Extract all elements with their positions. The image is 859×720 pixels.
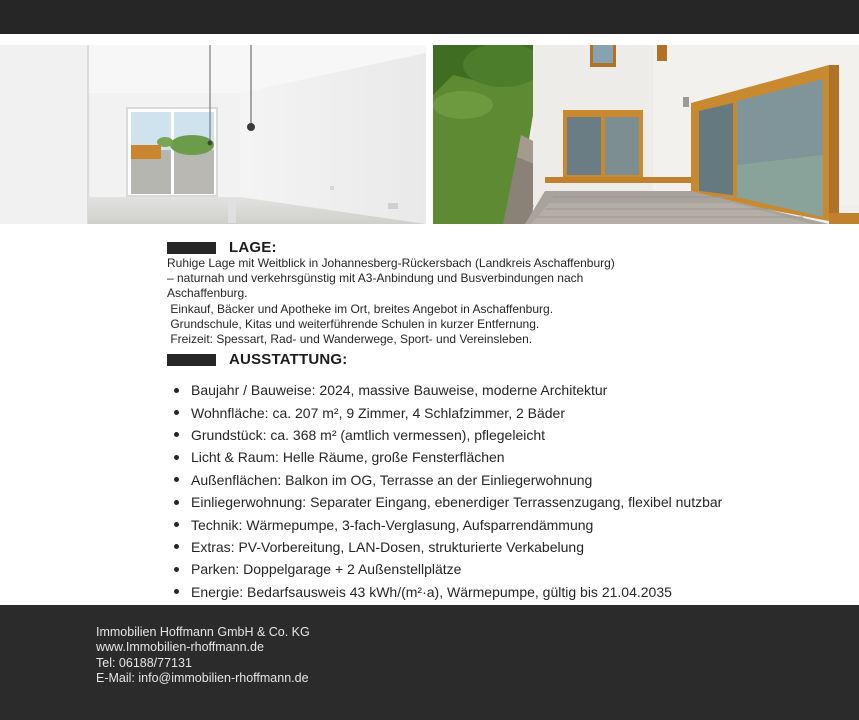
email-link[interactable]: E-Mail: info@immobilien-rhoffmann.de [96,671,309,686]
heading-marker-bar [167,242,216,254]
lage-line: – naturnah und verkehrsgünstig mit A3-Anbindung und Busverbindungen nach [167,271,584,286]
footer [0,605,859,720]
lage-description [167,256,647,347]
bullet-icon [174,477,179,482]
feature-text: Technik: Wärmepumpe, 3-fach-Verglasung, Aufsparrendämmung [191,516,594,533]
phone-number[interactable]: Tel: 06188/77131 [96,655,192,670]
lage-line: Grundschule, Kitas und weiterführende Schulen in kurzer Entfernung. [167,316,540,331]
bullet-icon [174,567,179,572]
bullet-icon [174,455,179,460]
bullet-icon [174,589,179,594]
feature-text: Energie: Bedarfsausweis 43 kWh/(m²·a), Wärmepumpe, gültig bis 21.04.2035 [191,583,672,600]
ausstattung-heading [167,351,348,368]
list-item [174,558,722,580]
feature-text: Licht & Raum: Helle Räume, große Fensterflächen [191,449,505,466]
website-link[interactable]: www.Immobilien-rhoffmann.de [96,640,264,655]
feature-text: Wohnfläche: ca. 207 m², 9 Zimmer, 4 Schlafzimmer, 2 Bäder [191,404,566,421]
list-item [174,469,722,491]
list-item [174,491,722,513]
interior-room-photo [0,45,426,224]
terrace-exterior-photo [433,45,859,224]
bullet-icon [174,500,179,505]
bullet-icon [174,432,179,437]
bullet-icon [174,410,179,415]
lage-line: Einkauf, Bäcker und Apotheke im Ort, breites Angebot in Aschaffenburg. [167,301,554,316]
feature-text: Parken: Doppelgarage + 2 Außenstellplätze [191,561,462,578]
ausstattung-heading-text: AUSSTATTUNG: [229,351,348,368]
feature-text: Außenflächen: Balkon im OG, Terrasse an der Einliegerwohnung [191,471,593,488]
list-item [174,581,722,603]
feature-text: Einliegerwohnung: Separater Eingang, ebenerdiger Terrassenzugang, flexibel nutzbar [191,494,723,511]
lage-heading [167,239,277,256]
list-item [174,446,722,468]
top-bar [0,0,859,34]
list-item [174,424,722,446]
contact-block [96,625,310,687]
list-item [174,513,722,535]
bullet-icon [174,544,179,549]
list-item [174,379,722,401]
feature-text: Extras: PV-Vorbereitung, LAN-Dosen, strukturierte Verkabelung [191,538,584,555]
bullet-icon [174,388,179,393]
lage-line: Freizeit: Spessart, Rad- und Wanderwege, Sport- und Vereinsleben. [167,332,533,347]
list-item [174,536,722,558]
company-name: Immobilien Hoffmann GmbH & Co. KG [96,625,310,639]
feature-text: Baujahr / Bauweise: 2024, massive Bauweise, moderne Architektur [191,382,608,399]
bullet-icon [174,522,179,527]
heading-marker-bar [167,354,216,366]
features-list [174,379,722,603]
list-item [174,401,722,423]
lage-line: Ruhige Lage mit Weitblick in Johannesberg-Rückersbach (Landkreis Aschaffenburg) [167,256,615,270]
lage-heading-text: LAGE: [229,239,277,256]
feature-text: Grundstück: ca. 368 m² (amtlich vermessen), pflegeleicht [191,426,546,443]
lage-line: Aschaffenburg. [167,286,248,301]
